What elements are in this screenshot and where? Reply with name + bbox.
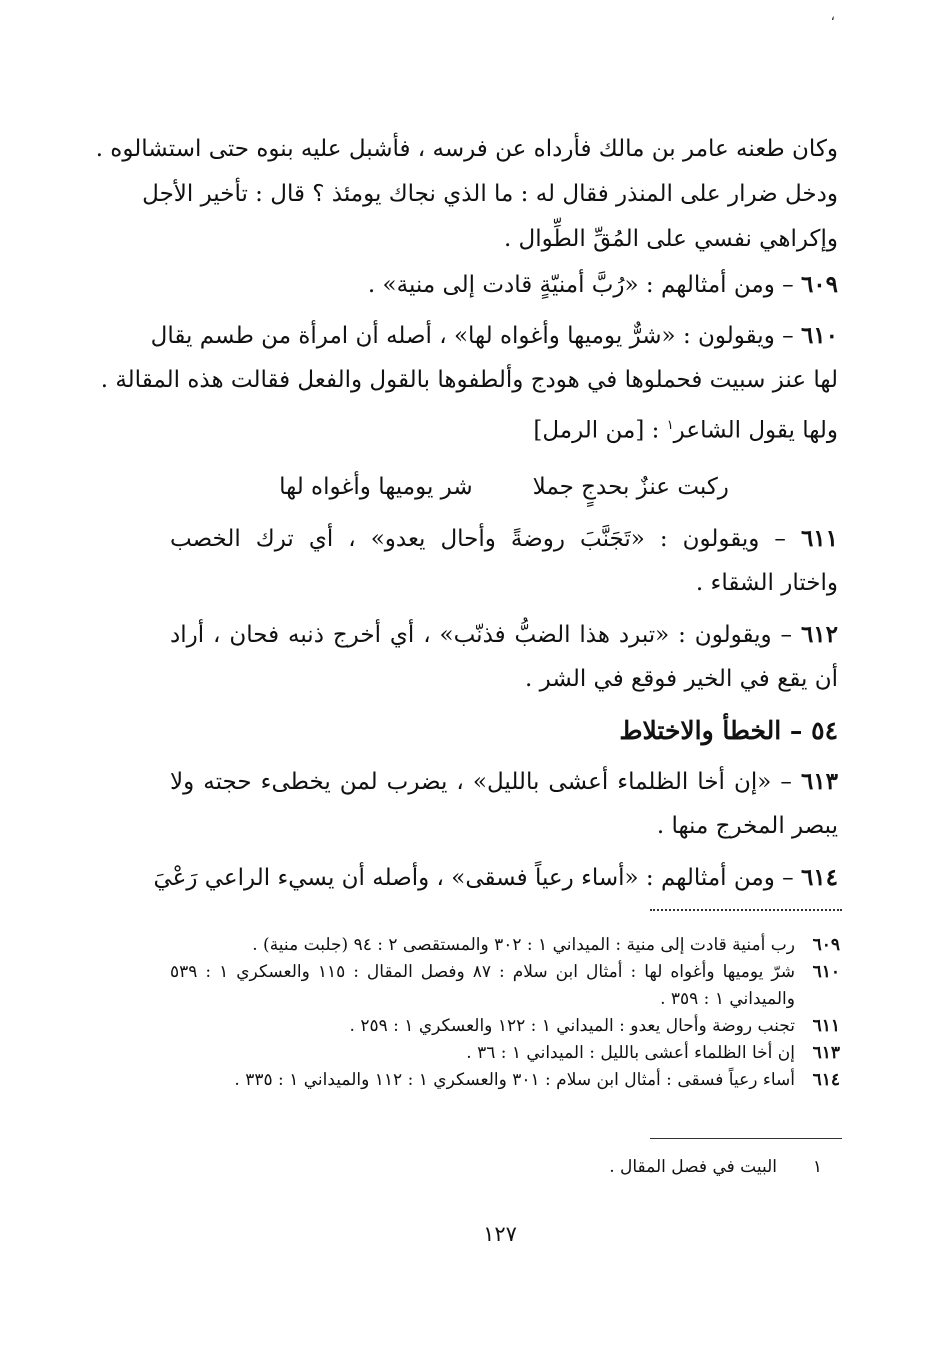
endnote-text: البيت في فصل المقال . — [609, 1157, 777, 1177]
entry-614 — [153, 855, 838, 900]
entry-611 — [170, 516, 838, 561]
verse-first-hemistich: ركبت عنزٌ بحدجٍ جملا — [532, 474, 729, 500]
entry-number: ٦١٤ — [800, 864, 838, 891]
text-line: واختار الشقاء . — [695, 570, 838, 596]
meter-label: : [من الرمل] — [533, 417, 660, 444]
entry-number: ٦١٢ — [800, 621, 839, 648]
text-line — [170, 403, 838, 448]
endnote-number: ١ — [812, 1157, 822, 1177]
main-text — [95, 127, 839, 900]
entry-609 — [170, 262, 838, 307]
footnote-number: ٦١١ — [812, 1016, 840, 1036]
entry-613 — [170, 759, 838, 804]
footnote-614 — [170, 1067, 840, 1094]
footnote-number: ٦١٤ — [812, 1070, 840, 1090]
entry-number: ٦٠٩ — [800, 271, 838, 298]
footnote-609 — [170, 932, 840, 959]
entry-612 — [170, 612, 838, 657]
footnote-text: تجنب روضة وأحال يعدو : الميداني ١ : ١٢٢ والعسكري ١ : ٢٥٩ . — [349, 1016, 795, 1036]
entry-text: – «إن أخا الظلماء أعشى بالليل» ، يضرب لمن يخطىء حجته ولا — [170, 769, 792, 795]
entry-text: – ومن أمثالهم : «أساء رعياً فسقى» ، وأصله أن يسيء الراعي رَعْيَ — [153, 865, 794, 891]
verse-second-hemistich: شر يوميها وأغواه لها — [279, 474, 473, 500]
footnote-613 — [170, 1040, 840, 1067]
footnote-marker: ١ — [666, 418, 674, 433]
entry-number: ٦١٠ — [800, 322, 838, 349]
verse — [170, 458, 838, 516]
footnote-text: شرّ يوميها وأغواه لها : أمثال ابن سلام : ٨٧ وفصل المقال : ١١٥ والعسكري ١ : ٥٣٩ — [170, 962, 795, 982]
text-line: وكان طعنه عامر بن مالك فأرداه عن فرسه ، فأشبل عليه بنوه حتى استشالوه . — [95, 136, 838, 162]
text-line: وإكراهي نفسي على المُقِّ الطِّوال . — [503, 226, 838, 252]
entry-number: ٦١١ — [800, 525, 839, 552]
entry-number: ٦١٣ — [800, 768, 838, 795]
endnote — [170, 1154, 840, 1180]
text-line: أن يقع في الخير فوقع في الشر . — [525, 666, 838, 692]
entry-text: – ويقولون : «شرٌّ يوميها وأغواه لها» ، أصله أن امرأة من طسم يقال — [150, 323, 794, 349]
footnote-number: ٦١٣ — [812, 1043, 840, 1063]
text-line: يبصر المخرج منها . — [656, 813, 838, 839]
entry-610 — [150, 313, 838, 358]
footnote-611 — [170, 1013, 840, 1040]
footnote-divider — [650, 909, 842, 911]
footnote-610 — [170, 959, 840, 986]
footnote-number: ٦٠٩ — [812, 935, 840, 955]
footnote-number: ٦١٠ — [812, 962, 840, 982]
text-line: لها عنز سبيت فحملوها في هودج وألطفوها بالقول والفعل فقالت هذه المقالة . — [100, 367, 838, 393]
footnote-continuation: والميداني ١ : ٣٥٩ . — [660, 989, 795, 1009]
page-number: ١٢٧ — [483, 1222, 517, 1246]
footnotes — [170, 932, 840, 1094]
endnote-divider — [650, 1138, 842, 1139]
entry-text: – ويقولون : «تبرد هذا الضبُّ فذنّب» ، أي أخرج ذنبه فحان ، أراد — [170, 622, 793, 648]
poet-intro: ولها يقول الشاعر — [673, 417, 838, 444]
entry-text: – ويقولون : «تَجَنَّبَ روضةً وأحال يعدو» ، أي ترك الخصب — [170, 526, 786, 552]
corner-mark: ، — [830, 8, 835, 24]
text-line: ودخل ضرار على المنذر فقال له : ما الذي نجاك يومئذ ؟ قال : تأخير الأجل — [142, 181, 838, 207]
section-heading: ٥٤ – الخطأ والاختلاط — [619, 716, 838, 745]
footnote-text: رب أمنية قادت إلى منية : الميداني ١ : ٣٠٢ والمستقصى ٢ : ٩٤ (جلبت منية) . — [252, 935, 795, 955]
footnote-text: أساء رعياً فسقى : أمثال ابن سلام : ٣٠١ والعسكري ١ : ١١٢ والميداني ١ : ٣٣٥ . — [234, 1070, 795, 1090]
entry-text: – ومن أمثالهم : «رُبَّ أمنيّةٍ قادت إلى منية» . — [367, 272, 794, 298]
footnote-text: إن أخا الظلماء أعشى بالليل : الميداني ١ : ٣٦ . — [466, 1043, 795, 1063]
